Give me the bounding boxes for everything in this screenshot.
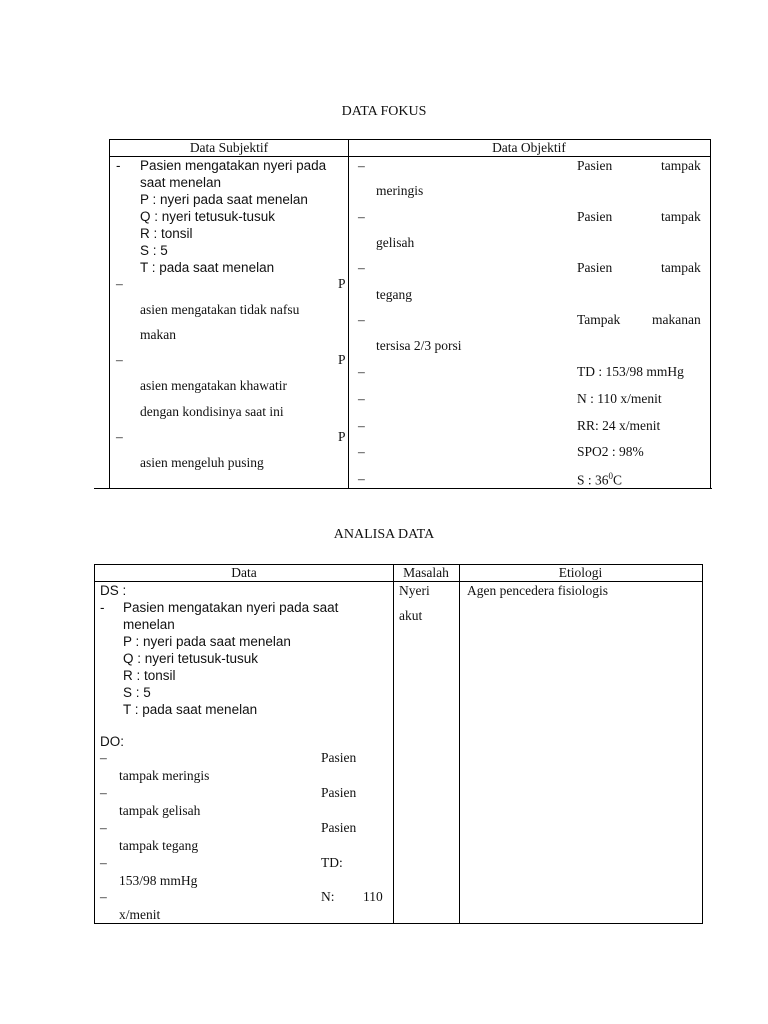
objektif-item-2-word-2: tampak <box>661 209 701 224</box>
data-fokus-bottom-border <box>94 488 712 489</box>
column-divider <box>348 140 349 488</box>
temperature-value: S : 36 <box>577 472 609 488</box>
pain-quality: Q : nyeri tetusuk-tusuk <box>123 651 259 666</box>
header-data-subjektif: Data Subjektif <box>189 140 269 155</box>
do-item-3-line-2: tampak tegang <box>119 838 199 853</box>
list-dash: – <box>100 855 107 870</box>
list-dash: – <box>358 312 365 327</box>
ds-line-1: Pasien mengatakan nyeri pada saat <box>123 600 339 615</box>
subjektif-item-4-line-1: asien mengeluh pusing <box>140 455 264 470</box>
blood-pressure: TD : 153/98 mmHg <box>577 364 684 379</box>
objektif-item-1-line-2: meringis <box>376 183 424 198</box>
list-dash: – <box>358 444 365 459</box>
pain-region: R : tonsil <box>123 668 176 683</box>
do-item-5-word-2: 110 <box>363 889 383 904</box>
do-item-2-word: Pasien <box>321 785 357 800</box>
etiologi-text: Agen pencedera fisiologis <box>467 583 608 598</box>
pain-provocation: P : nyeri pada saat menelan <box>123 634 291 649</box>
pain-quality: Q : nyeri tetusuk-tusuk <box>140 209 276 224</box>
masalah-line-2: akut <box>399 608 423 623</box>
pain-time: T : pada saat menelan <box>123 702 258 717</box>
do-item-5-word-1: N: <box>321 889 335 904</box>
header-etiologi: Etiologi <box>558 565 603 580</box>
objektif-item-3-word-2: tampak <box>661 260 701 275</box>
body-temperature <box>577 471 622 489</box>
list-dash: – <box>100 820 107 835</box>
pain-time: T : pada saat menelan <box>140 260 275 275</box>
do-label: DO: <box>100 734 125 749</box>
subjektif-item-3-line-1: asien mengatakan khawatir <box>140 378 287 393</box>
analisa-data-title: ANALISA DATA <box>333 527 435 542</box>
temperature-unit: C <box>613 472 623 488</box>
header-divider <box>110 156 710 157</box>
objektif-item-2-line-2: gelisah <box>376 235 415 250</box>
objektif-item-2-word-1: Pasien <box>577 209 613 224</box>
degree-superscript: 0 <box>608 471 614 481</box>
list-dash: – <box>100 785 107 800</box>
analisa-data-table <box>94 564 703 924</box>
list-dash: – <box>358 471 365 486</box>
subjektif-item-1-line-2: saat menelan <box>140 175 222 190</box>
subjektif-item-3-letter: P <box>338 352 346 367</box>
objektif-item-4-word-1: Tampak <box>577 312 621 327</box>
list-dash: – <box>116 429 123 444</box>
list-bullet: - <box>116 158 121 173</box>
header-data-objektif: Data Objektif <box>492 140 566 155</box>
do-item-3-word: Pasien <box>321 820 357 835</box>
ds-label: DS : <box>100 583 127 598</box>
list-dash: – <box>358 364 365 379</box>
oxygen-saturation: SPO2 : 98% <box>577 444 644 459</box>
masalah-line-1: Nyeri <box>399 583 430 598</box>
subjektif-item-4-letter: P <box>338 429 346 444</box>
list-dash: – <box>358 391 365 406</box>
column-divider <box>393 565 394 923</box>
list-dash: – <box>116 352 123 367</box>
objektif-item-4-line-2: tersisa 2/3 porsi <box>376 338 462 353</box>
header-masalah: Masalah <box>403 565 449 580</box>
subjektif-item-3-line-2: dengan kondisinya saat ini <box>140 404 284 419</box>
list-dash: – <box>358 209 365 224</box>
list-dash: – <box>100 889 107 904</box>
do-item-5-line-2: x/menit <box>119 907 161 922</box>
do-item-4-word: TD: <box>321 855 343 870</box>
list-bullet: - <box>100 600 105 615</box>
pain-scale: S : 5 <box>123 685 151 700</box>
objektif-item-3-word-1: Pasien <box>577 260 613 275</box>
list-dash: – <box>116 276 123 291</box>
subjektif-item-2-line-2: makan <box>140 327 176 342</box>
subjektif-item-2-letter: P <box>338 276 346 291</box>
subjektif-item-2-line-1: asien mengatakan tidak nafsu <box>140 302 300 317</box>
do-item-1-word: Pasien <box>321 750 357 765</box>
pain-scale: S : 5 <box>140 243 168 258</box>
objektif-item-3-line-2: tegang <box>376 287 412 302</box>
data-fokus-table <box>109 139 711 488</box>
pulse-rate: N : 110 x/menit <box>577 391 662 406</box>
column-divider <box>459 565 460 923</box>
list-dash: – <box>358 260 365 275</box>
objektif-item-1-word-1: Pasien <box>577 158 613 173</box>
objektif-item-4-word-2: makanan <box>652 312 701 327</box>
subjektif-item-1-line-1: Pasien mengatakan nyeri pada <box>140 158 327 173</box>
header-divider <box>95 581 702 582</box>
do-item-2-line-2: tampak gelisah <box>119 803 201 818</box>
do-item-4-line-2: 153/98 mmHg <box>119 873 198 888</box>
pain-region: R : tonsil <box>140 226 193 241</box>
pain-provocation: P : nyeri pada saat menelan <box>140 192 308 207</box>
respiration-rate: RR: 24 x/menit <box>577 418 661 433</box>
ds-line-2: menelan <box>123 617 175 632</box>
do-item-1-line-2: tampak meringis <box>119 768 210 783</box>
list-dash: – <box>100 750 107 765</box>
list-dash: – <box>358 158 365 173</box>
data-fokus-title: DATA FOKUS <box>341 104 427 119</box>
list-dash: – <box>358 418 365 433</box>
header-data: Data <box>231 565 257 580</box>
objektif-item-1-word-2: tampak <box>661 158 701 173</box>
